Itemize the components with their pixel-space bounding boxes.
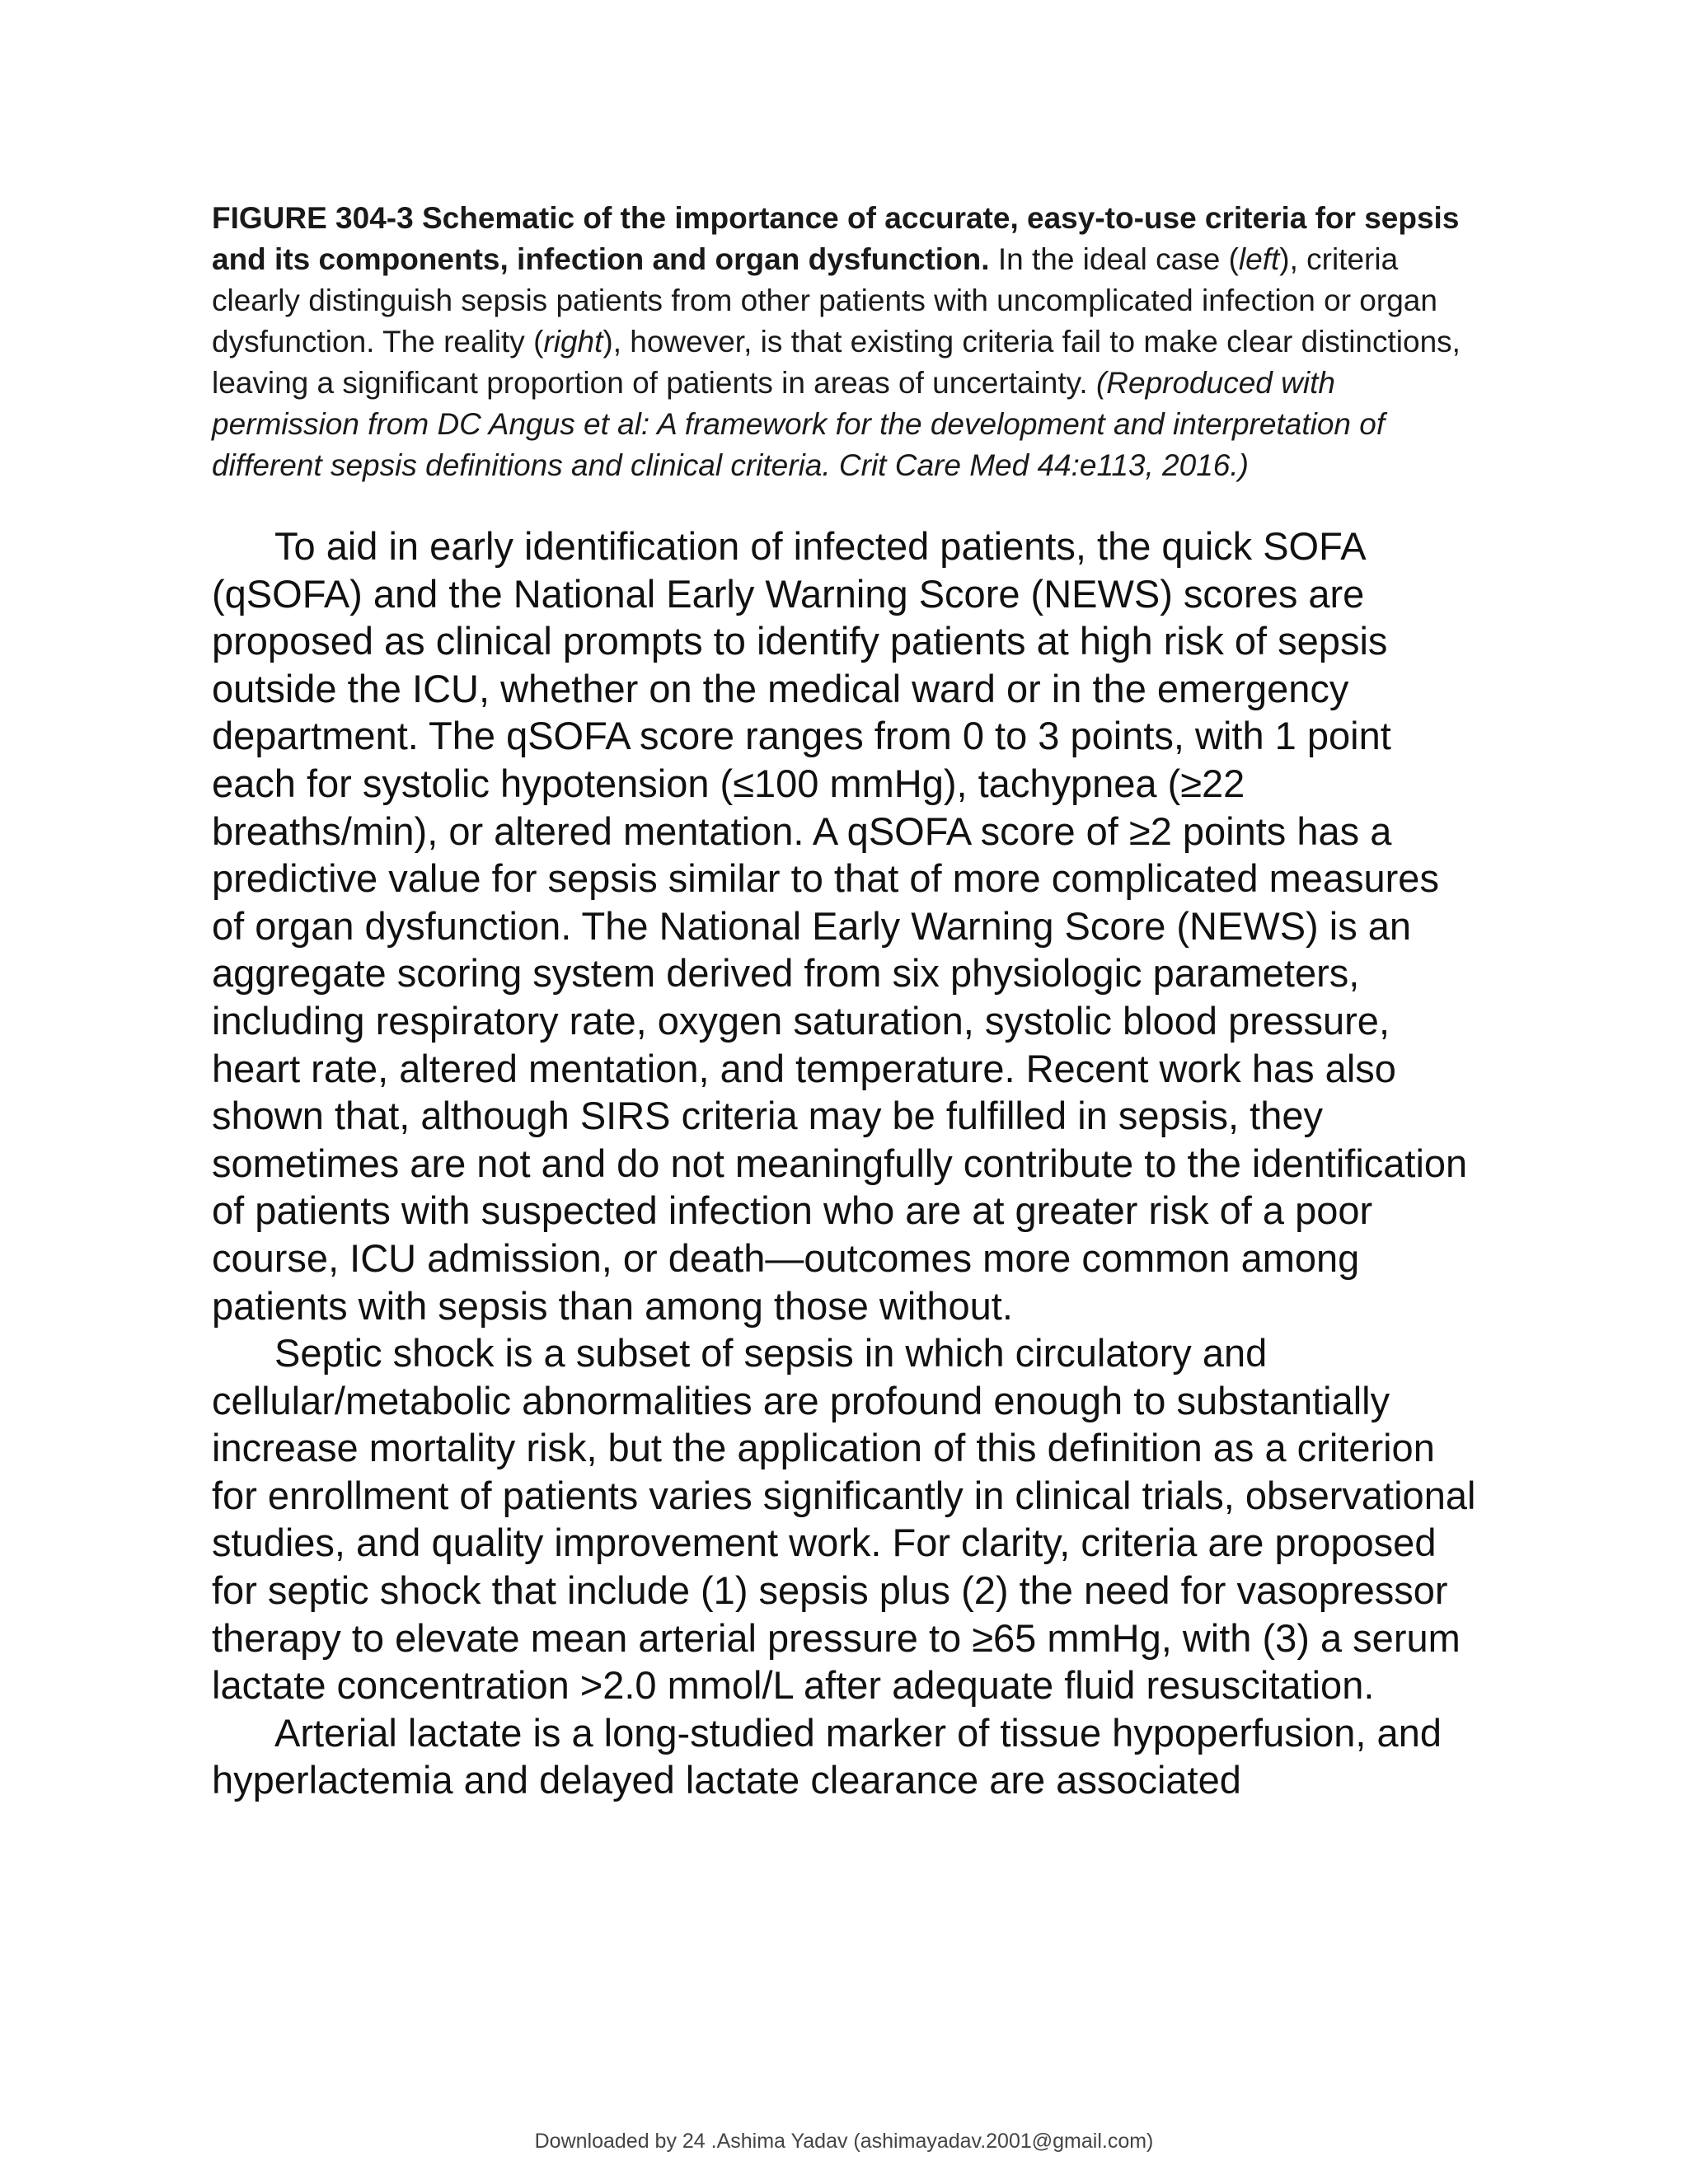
caption-text-1: In the ideal case ( — [989, 242, 1239, 276]
page-content — [212, 198, 1481, 1804]
caption-text-2: ), criteria clearly distinguish sepsis patients from other patients with uncomplicated infection or organ dysfunction. The reality ( — [212, 242, 1437, 359]
paragraph-septic-shock: Septic shock is a subset of sepsis in which circulatory and cellular/metabolic abnormalities are profound enough to substantially increase mortality risk, but the application of this definition as a criterion for enrollment of patients varies significantly in clinical trials, observational studies, and quality improvement work. For clarity, criteria are proposed for septic shock that include (1) sepsis plus (2) the need for vasopressor therapy to elevate mean arterial pressure to ≥65 mmHg, with (3) a serum lactate concentration >2.0 mmol/L after adequate fluid resuscitation. — [212, 1331, 1476, 1708]
paragraph-qsofa: To aid in early identification of infected patients, the quick SOFA (qSOFA) and the National Early Warning Score (NEWS) scores are proposed as clinical prompts to identify patients at high risk of sepsis outside the ICU, whether on the medical ward or in the emergency department. The qSOFA score ranges from 0 to 3 points, with 1 point each for systolic hypotension (≤100 mmHg), tachypnea (≥22 breaths/min), or altered mentation. A qSOFA score of ≥2 points has a predictive value for sepsis similar to that of more complicated measures of organ dysfunction. The National Early Warning Score (NEWS) is an aggregate scoring system derived from six physiologic parameters, including respiratory rate, oxygen saturation, systolic blood pressure, heart rate, altered mentation, and temperature. Recent work has also shown that, although SIRS criteria may be fulfilled in sepsis, they sometimes are not and do not meaningfully contribute to the identification of patients with suspected infection who are at greater risk of a poor course, ICU admission, or death—outcomes more common among patients with sepsis than among those without. — [212, 524, 1468, 1328]
caption-left-word: left — [1238, 242, 1280, 276]
download-footer: Downloaded by 24 .Ashima Yadav (ashimayadav.2001@gmail.com) — [534, 2130, 1154, 2153]
caption-text-3: ), however, is that existing criteria fail to make clear distinctions, leaving a significant proportion of patients in areas of uncertainty. — [212, 325, 1461, 400]
caption-right-word: right — [543, 325, 603, 359]
body-text — [212, 523, 1481, 1804]
figure-caption — [212, 198, 1481, 486]
caption-source: (Reproduced with permission from DC Angus et al: A framework for the development and interpretation of different sepsis definitions and clinical criteria. Crit Care Med 44:e113, 2016.) — [212, 366, 1386, 482]
caption-title: FIGURE 304-3 Schematic of the importance of accurate, easy-to-use criteria for sepsis and its components, infection and organ dysfunction. — [212, 201, 1460, 276]
paragraph-arterial-lactate: Arterial lactate is a long-studied marker of tissue hypoperfusion, and hyperlactemia and delayed lactate clearance are associated — [212, 1710, 1442, 1802]
